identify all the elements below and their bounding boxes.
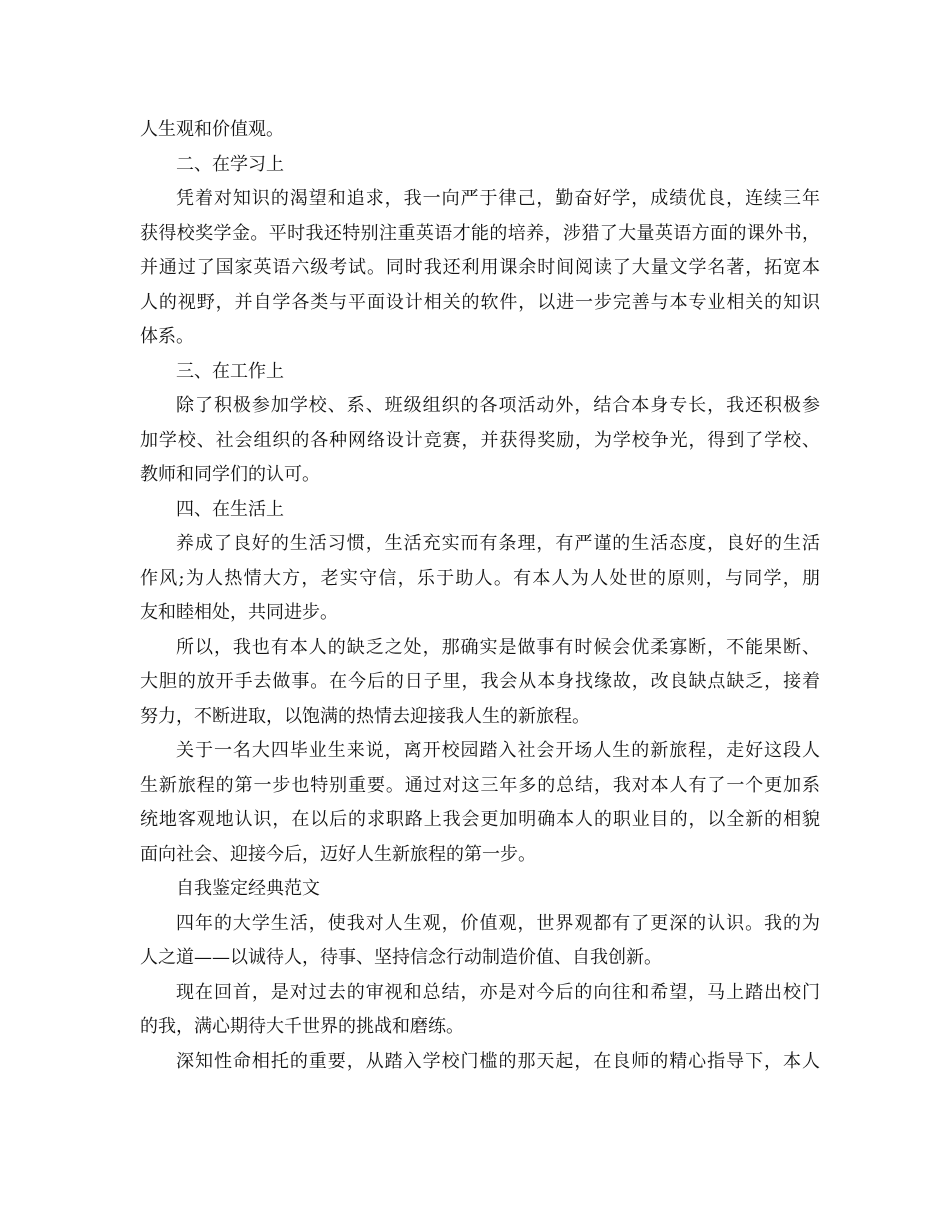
text-line: 深知性命相托的重要，从踏入学校门槛的那天起，在良师的精心指导下，本人: [176, 1050, 820, 1072]
text-line: 教师和同学们的认可。: [140, 464, 320, 485]
text-line: 人的视野，并自学各类与平面设计相关的软件，以进一步完善与本专业相关的知识: [140, 291, 820, 313]
text-line: 并通过了国家英语六级考试。同时我还利用课余时间阅读了大量文学名著，拓宽本: [140, 257, 820, 278]
text-line: 四年的大学生活，使我对人生观，价值观，世界观都有了更深的认识。我的为: [176, 912, 820, 934]
text-line: 作风;为人热情大方，老实守信，乐于助人。有本人为人处世的原则，与同学，朋: [140, 567, 820, 589]
text-line: 生新旅程的第一步也特别重要。通过对这三年多的总结，我对本人有了一个更加系: [140, 774, 820, 796]
text-line: 人之道——以诚待人，待事、坚持信念行动制造价值、自我创新。: [140, 947, 662, 968]
text-line: 大胆的放开手去做事。在今后的日子里，我会从本身找缘故，改良缺点缺乏，接着: [140, 671, 820, 692]
text-line: 统地客观地认识，在以后的求职路上我会更加明确本人的职业目的，以全新的相貌: [140, 809, 820, 830]
text-line: 四、在生活上: [176, 498, 284, 520]
text-line: 自我鉴定经典范文: [176, 878, 320, 899]
text-line: 体系。: [140, 326, 194, 347]
text-line: 人生观和价值观。: [140, 119, 284, 140]
text-line: 二、在学习上: [176, 153, 284, 175]
text-line: 三、在工作上: [176, 360, 284, 382]
text-line: 的我，满心期待大千世界的挑战和磨练。: [140, 1016, 464, 1037]
text-line: 除了积极参加学校、系、班级组织的各项活动外，结合本身专长，我还积极参: [176, 395, 820, 416]
text-line: 加学校、社会组织的各种网络设计竞赛，并获得奖励，为学校争光，得到了学校、: [140, 429, 820, 451]
text-line: 所以，我也有本人的缺乏之处，那确实是做事有时候会优柔寡断，不能果断、: [176, 636, 820, 658]
text-line: 现在回首，是对过去的审视和总结，亦是对今后的向往和希望，马上踏出校门: [176, 981, 820, 1003]
text-line: 关于一名大四毕业生来说，离开校园踏入社会开场人生的新旅程，走好这段人: [176, 740, 820, 761]
text-line: 养成了良好的生活习惯，生活充实而有条理，有严谨的生活态度，良好的生活: [176, 533, 820, 554]
text-line: 努力，不断进取，以饱满的热情去迎接我人生的新旅程。: [140, 705, 590, 727]
text-line: 凭着对知识的渴望和追求，我一向严于律己，勤奋好学，成绩优良，连续三年: [176, 188, 820, 209]
text-line: 友和睦相处，共同进步。: [140, 602, 338, 623]
text-line: 获得校奖学金。平时我还特别注重英语才能的培养，涉猎了大量英语方面的课外书，: [140, 222, 820, 244]
document-body: [140, 113, 820, 1079]
text-line: 面向社会、迎接今后，迈好人生新旅程的第一步。: [140, 843, 536, 865]
